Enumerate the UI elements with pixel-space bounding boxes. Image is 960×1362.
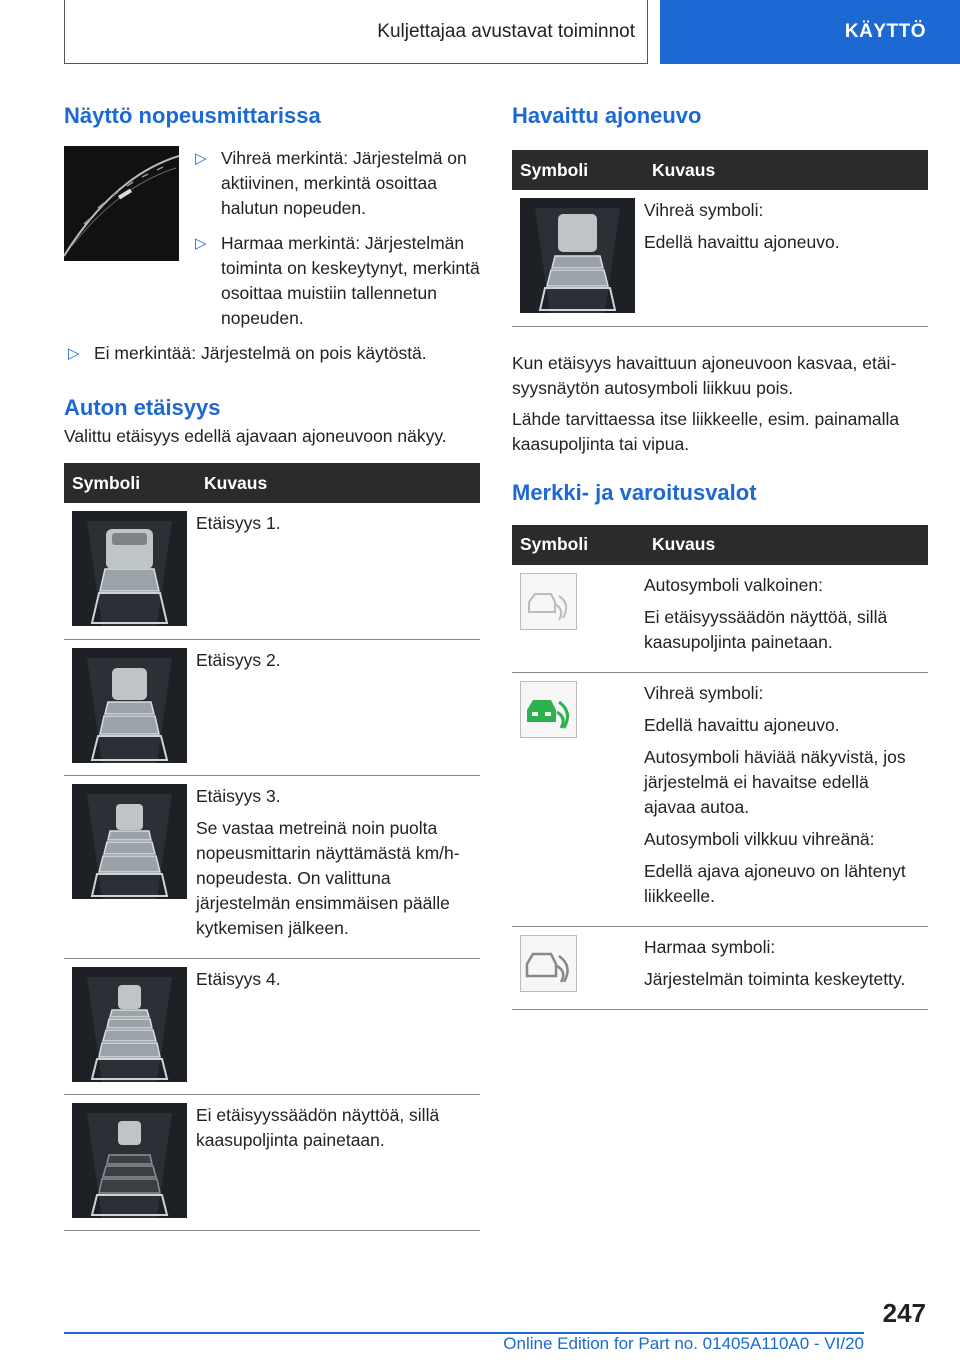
distance-4-icon <box>72 967 187 1082</box>
row-text: Etäisyys 1. <box>196 513 281 533</box>
table-row <box>64 503 480 639</box>
table-row <box>64 958 480 1094</box>
triangle-bullet-icon: ▷ <box>68 345 80 362</box>
col-header-description: Kuvaus <box>644 150 928 190</box>
chapter-title: KÄYTTÖ <box>844 21 926 42</box>
row-text: Ei etäisyyssäädön näyttöä, sillä kaasupoljinta painetaan. <box>196 1104 440 1150</box>
warning-lights-table <box>512 525 928 1010</box>
heading-distance: Auton etäisyys <box>64 395 221 420</box>
speedometer-image <box>64 146 179 261</box>
triangle-bullet-icon: ▷ <box>195 150 207 167</box>
table-row <box>64 1094 480 1230</box>
heading-detected-vehicle: Havaittu ajoneuvo <box>512 103 702 128</box>
row-text: Autosymboli häviää näkyvistä, jos järjestelmä ei havaitse edellä ajavaa autoa. <box>644 746 906 817</box>
paragraph-distance-increase: Kun etäisyys havaittuun ajoneuvoon kasvaa, etäisyysnäytön autosymboli liikkuu pois. <box>512 352 897 398</box>
grey-car-icon <box>520 935 577 992</box>
section-title: Kuljettajaa avustavat toiminnot <box>377 20 635 42</box>
table-row <box>512 565 928 673</box>
row-text: Vihreä symboli: <box>644 200 764 220</box>
table-row <box>512 190 928 326</box>
row-text: Harmaa symboli: <box>644 936 776 957</box>
col-header-symbol: Symboli <box>512 150 644 190</box>
row-text: Vihreä symboli: <box>644 682 764 703</box>
col-header-symbol: Symboli <box>512 525 644 565</box>
table-row <box>512 672 928 926</box>
heading-speedometer-display: Näyttö nopeusmittarissa <box>64 103 321 128</box>
row-text: Se vastaa metreinä noin puolta nopeusmittarin näyttämästä km/h-nopeudesta. On valittuna järjestelmän ensimmäisen päälle kytkemisen jälkeen. <box>196 817 460 938</box>
bullet-grey-marker: ▷ Harmaa merkintä: Järjestelmän toiminta on keskeytynyt, merkintä osoittaa muistiin tallennetun nopeuden. <box>195 233 480 328</box>
row-text: Etäisyys 3. <box>196 785 281 806</box>
row-text: Autosymboli valkoinen: <box>644 574 823 595</box>
running-header-section <box>64 0 648 64</box>
col-header-description: Kuvaus <box>196 463 480 503</box>
distance-2-icon <box>72 648 187 763</box>
col-header-symbol: Symboli <box>64 463 196 503</box>
row-text: Järjestelmän toiminta keskeytetty. <box>644 968 906 989</box>
bullet-green-marker: ▷ Vihreä merkintä: Järjestelmä on aktiivinen, merkintä osoittaa halutun nopeuden. <box>195 148 467 218</box>
table-row <box>64 639 480 775</box>
row-text: Edellä ajava ajoneuvo on lähtenyt liikkeelle. <box>644 860 906 906</box>
green-car-icon <box>520 681 577 738</box>
white-car-icon <box>520 573 577 630</box>
right-column <box>512 100 928 1010</box>
running-header-chapter <box>660 0 960 64</box>
row-text: Edellä havaittu ajoneuvo. <box>644 232 840 252</box>
row-text: Ei etäisyyssäädön näyttöä, sillä kaasupoljinta painetaan. <box>644 606 888 652</box>
col-header-description: Kuvaus <box>644 525 928 565</box>
distance-table <box>64 463 480 1231</box>
distance-1-icon <box>72 511 187 626</box>
table-row <box>64 775 480 958</box>
detected-vehicle-icon <box>520 198 635 313</box>
distance-3-icon <box>72 784 187 899</box>
paragraph-drive-off: Lähde tarvittaessa itse liikkeelle, esim. painamalla kaasupoljinta tai vipua. <box>512 408 900 454</box>
row-text: Etäisyys 4. <box>196 968 281 989</box>
detected-vehicle-table <box>512 150 928 327</box>
table-row <box>512 926 928 1009</box>
row-text: Etäisyys 2. <box>196 649 281 670</box>
footer-edition: Online Edition for Part no. 01405A110A0 - VI/20 <box>503 1334 864 1353</box>
heading-warning-lights: Merkki- ja varoitusvalot <box>512 479 757 505</box>
speedometer-block <box>64 146 480 331</box>
distance-intro: Valittu etäisyys edellä ajavaan ajoneuvoon näkyy. <box>64 426 447 446</box>
bullet-no-marker: ▷ Ei merkintää: Järjestelmä on pois käytöstä. <box>64 341 480 366</box>
row-text: Edellä havaittu ajoneuvo. <box>644 714 840 735</box>
triangle-bullet-icon: ▷ <box>195 235 207 252</box>
row-text: Autosymboli vilkkuu vihreänä: <box>644 828 875 849</box>
page-number: 247 <box>882 1298 926 1328</box>
left-column <box>64 100 480 1231</box>
distance-off-icon <box>72 1103 187 1218</box>
